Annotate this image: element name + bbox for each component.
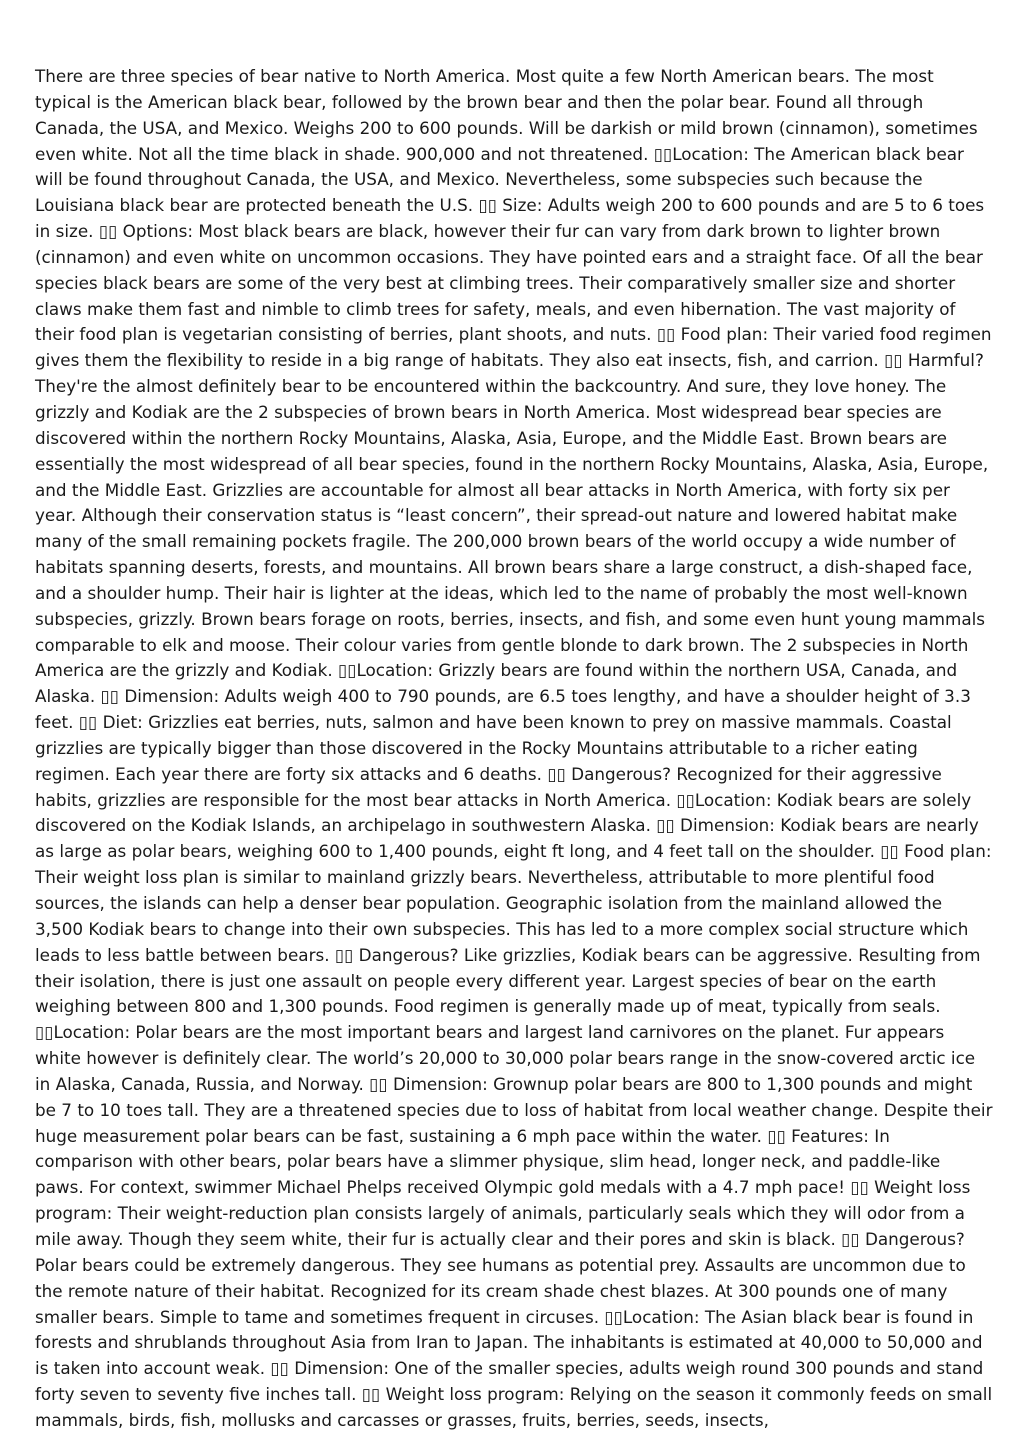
body-paragraph: There are three species of bear native to North America. Most quite a few North American bears. The most typical is the American black bear, followed by the brown bear and then the polar bear. Found all through Canada, the USA, and Mexico. Weighs 200 to 600 pounds. Will be darkish or mild brown (cinnamon), sometimes even white. Not all the time black in shade. 900,000 and not threatened. ▯▯Location: The American black bear will be found throughout Canada, the USA, and Mexico. Nevertheless, some subspecies such because the Louisiana black bear are protected beneath the U.S. ▯▯ Size: Adults weigh 200 to 600 pounds and are 5 to 6 toes in size. ▯▯ Options: Most black bears are black, however their fur can vary from dark brown to lighter brown (cinnamon) and even white on uncommon occasions. They have pointed ears and a straight face. Of all the bear species black bears are some of the very best at climbing trees. Their comparatively smaller size and shorter claws make them fast and nimble to climb trees for safety, meals, and even hibernation. The vast majority of their food plan is vegetarian consisting of berries, plant shoots, and nuts. ▯▯ Food plan: Their varied food regimen gives them the flexibility to reside in a big range of habitats. They also eat insects, fish, and carrion. ▯▯ Harmful? They're the almost definitely bear to be encountered within the backcountry. And sure, they love honey. The grizzly and Kodiak are the 2 subspecies of brown bears in North America. Most widespread bear species are discovered within the northern Rocky Mountains, Alaska, Asia, Europe, and the Middle East. Brown bears are essentially the most widespread of all bear species, found in the northern Rocky Mountains, Alaska, Asia, Europe, and the Middle East. Grizzlies are accountable for almost all bear attacks in North America, with forty six per year. Although their conservation status is “least concern”, their spread-out nature and lowered habitat make many of the small remaining pockets fragile. The 200,000 brown bears of the world occupy a wide number of habitats spanning deserts, forests, and mountains. All brown bears share a large construct, a dish-shaped face, and a shoulder hump. Their hair is lighter at the ideas, which led to the name of probably the most well-known subspecies, grizzly. Brown bears forage on roots, berries, insects, and fish, and some even hunt young mammals comparable to elk and moose. Their colour varies from gentle blonde to dark brown. The 2 subspecies in North America are the grizzly and Kodiak. ▯▯Location: Grizzly bears are found within the northern USA, Canada, and Alaska. ▯▯ Dimension: Adults weigh 400 to 790 pounds, are 6.5 toes lengthy, and have a shoulder height of 3.3 feet. ▯▯ Diet: Grizzlies eat berries, nuts, salmon and have been known to prey on massive mammals. Coastal grizzlies are typically bigger than those discovered in the Rocky Mountains attributable to a richer eating regimen. Each year there are forty six attacks and 6 deaths. ▯▯ Dangerous? Recognized for their aggressive habits, grizzlies are responsible for the most bear attacks in North America. ▯▯Location: Kodiak bears are solely discovered on the Kodiak Islands, an archipelago in southwestern Alaska. ▯▯ Dimension: Kodiak bears are nearly as large as polar bears, weighing 600 to 1,400 pounds, eight ft long, and 4 feet tall on the shoulder. ▯▯ Food plan: Their weight loss plan is similar to mainland grizzly bears. Nevertheless, attributable to more plentiful food sources, the islands can help a denser bear population. Geographic isolation from the mainland allowed the 3,500 Kodiak bears to change into their own subspecies. This has led to a more complex social structure which leads to less battle between bears. ▯▯ Dangerous? Like grizzlies, Kodiak bears can be aggressive. Resulting from their isolation, there is just one assault on people every different year. Largest species of bear on the earth weighing between 800 and 1,300 pounds. Food regimen is generally made up of meat, typically from seals. ▯▯Location: Polar bears are the most important bears and largest land carnivores on the planet. Fur appears white however is definitely clear. The world’s 20,000 to 30,000 polar bears range in the snow-covered arctic ice in Alaska, Canada, Russia, and Norway. ▯▯ Dimension: Grownup polar bears are 800 to 1,300 pounds and might be 7 to 10 toes tall. They are a threatened species due to loss of habitat from local weather change. Despite their huge measurement polar bears can be fast, sustaining a 6 mph pace within the water. ▯▯ Features: In comparison with other bears, polar bears have a slimmer physique, slim head, longer neck, and paddle-like paws. For context, swimmer Michael Phelps received Olympic gold medals with a 4.7 mph pace! ▯▯ Weight loss program: Their weight-reduction plan consists largely of animals, particularly seals which they will odor from a mile away. Though they seem white, their fur is actually clear and their pores and skin is black. ▯▯ Dangerous? Polar bears could be extremely dangerous. They see humans as potential prey. Assaults are uncommon due to the remote nature of their habitat. Recognized for its cream shade chest blazes. At 300 pounds one of many smaller bears. Simple to tame and sometimes frequent in circuses. ▯▯Location: The Asian black bear is found in forests and shrublands throughout Asia from Iran to Japan. The inhabitants is estimated at 40,000 to 50,000 and is taken into account weak. ▯▯ Dimension: One of the smaller species, adults weigh round 300 pounds and stand forty seven to seventy five inches tall. ▯▯ Weight loss program: Relying on the season it commonly feeds on small mammals, birds, fish, mollusks and carcasses or grasses, fruits, berries, seeds, insects,: [35, 66, 993, 1430]
document-page: [35, 64, 993, 1434]
